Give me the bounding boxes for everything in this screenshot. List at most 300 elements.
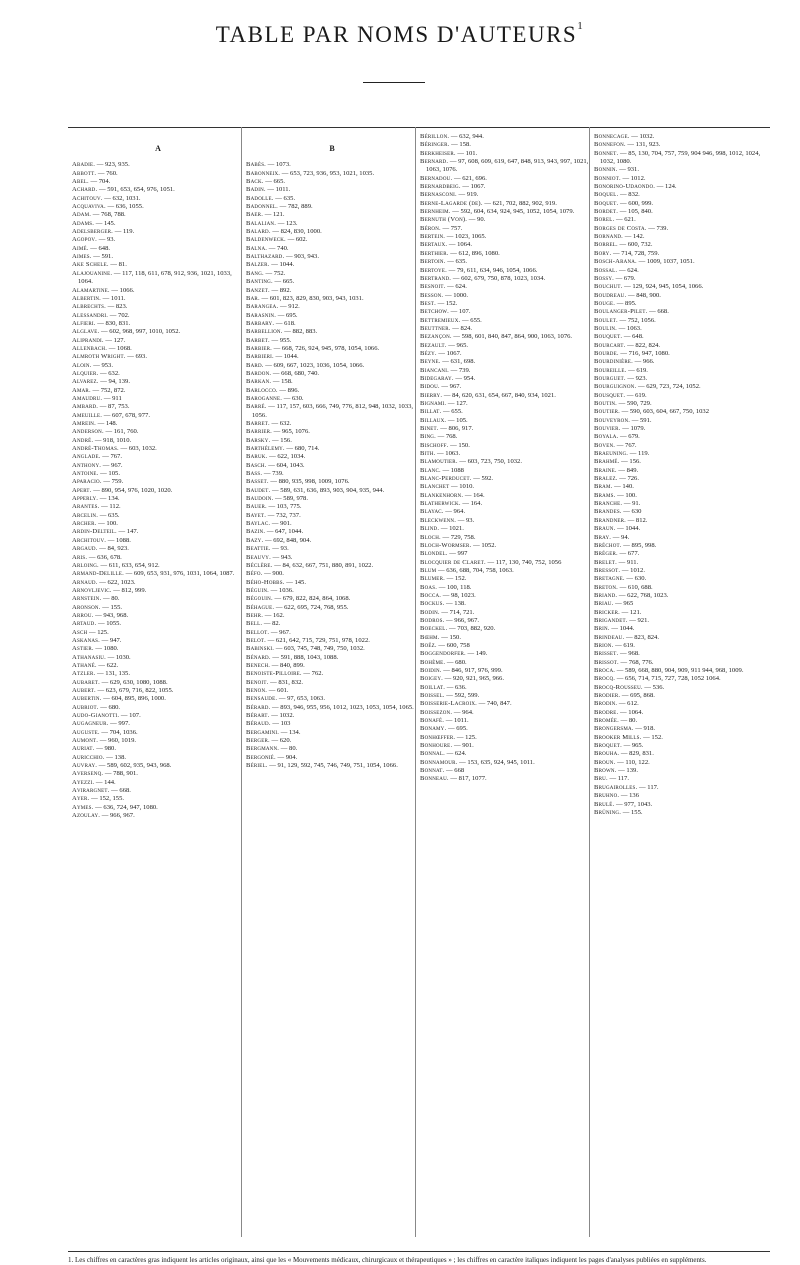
author-entry: Arcelin. — 635. <box>72 511 120 519</box>
author-entry: Apert. — 890, 954, 976, 1020, 1020. <box>72 486 173 494</box>
author-entry: Benech. — 840, 899. <box>246 661 305 669</box>
author-entry: Balard. — 824, 830, 1000. <box>246 228 322 236</box>
author-entry: Bého-Hobbs. — 145. <box>246 578 306 586</box>
author-entry: Bloch-Wormser. — 1052. <box>420 541 497 549</box>
author-entry: Barkan. — 158. <box>246 378 293 386</box>
author-entry: Alamartine. — 1066. <box>72 286 135 294</box>
author-entry: Brindeau. — 823, 824. <box>594 633 659 641</box>
author-entry: Berkheiser. — 101. <box>420 149 478 157</box>
author-entry: Bidegaray. — 954. <box>420 374 476 382</box>
author-entry: Berthier. — 612, 896, 1080. <box>420 249 500 257</box>
author-entry: Bram. — 140. <box>594 483 634 491</box>
author-entry: Bing. — 768. <box>420 433 458 441</box>
author-entry: Blind. — 1021. <box>420 525 464 533</box>
author-entry: Bidou. — 967. <box>420 383 462 391</box>
author-entry: Brulé. — 977, 1043. <box>594 800 653 808</box>
author-entry: Brissot. — 768, 776. <box>594 658 654 666</box>
author-entry: Boquel. — 832. <box>594 191 640 199</box>
author-entry: Bréchot. — 895, 998. <box>594 541 657 549</box>
author-entry: Back. — 665. <box>246 178 286 186</box>
author-entry: Azoulay. — 966, 967. <box>72 812 135 820</box>
author-entry: Brouha. — 829, 831. <box>594 750 654 758</box>
author-entry: Avirargnet. — 668. <box>72 787 131 795</box>
author-entry: Brown. — 139. <box>594 767 638 775</box>
author-entry: Boulet. — 752, 1056. <box>594 316 656 324</box>
author-entry: Brin. — 1044. <box>594 625 635 633</box>
author-entry: Alajouanine. — 117, 118, 611, 678, 912, 936, 1021, 1033, 1064. <box>72 269 232 286</box>
author-entry: Balthazard. — 903, 943. <box>246 253 319 261</box>
author-entry: Bettremieux. — 655. <box>420 316 482 324</box>
author-entry: Auguste. — 704, 1036. <box>72 728 138 736</box>
author-entry: Badin. — 1011. <box>246 186 291 194</box>
author-entry: Arnstein. — 80. <box>72 595 120 603</box>
author-entry: Basch. — 604, 1043. <box>246 461 305 469</box>
author-entry: Barbieri. — 1044. <box>246 353 299 361</box>
author-entry: Bang. — 752. <box>246 269 286 277</box>
author-entry: Barlocco. — 896. <box>246 386 300 394</box>
author-entry: Briand. — 622, 768, 1023. <box>594 591 669 599</box>
author-entry: Arantes. — 112. <box>72 503 121 511</box>
author-entry: Abadie. — 923, 935. <box>72 161 130 169</box>
author-entry: Aymes. — 636, 724, 947, 1080. <box>72 803 158 811</box>
author-entry: Askanas. — 947. <box>72 636 122 644</box>
author-entry: Bardon. — 668, 680, 740. <box>246 369 320 377</box>
author-entry: Barbary. — 618. <box>246 319 296 327</box>
author-entry: Bazin. — 647, 1044. <box>246 528 304 536</box>
author-entry: Baroganne. — 630. <box>246 394 304 402</box>
author-entry: Bonhœffer. — 125. <box>420 733 477 741</box>
author-entry: Borges de Costa. — 739. <box>594 224 669 232</box>
author-entry: Bard. — 609, 667, 1023, 1036, 1054, 1066. <box>246 361 365 369</box>
author-entry: Barré. — 117, 157, 603, 666, 749, 776, 812, 948, 1032, 1033, 1056. <box>246 403 414 419</box>
author-entry: Arloing. — 611, 633, 654, 912. <box>72 561 160 569</box>
title-rule <box>363 82 425 83</box>
author-entry: Best. — 152. <box>420 299 458 307</box>
author-entry: Boulanger-Pilet. — 668. <box>594 308 669 316</box>
author-entry: Berger. — 620. <box>246 737 292 745</box>
author-entry: Acquaviva. — 636, 1055. <box>72 203 144 211</box>
author-entry: Barasnin. — 695. <box>246 311 298 319</box>
author-entry: Ayezzi. — 144. <box>72 778 116 786</box>
author-entry: Brodre. — 1064. <box>594 708 644 716</box>
author-entry: Bourguignon. — 629, 723, 724, 1052. <box>594 383 701 391</box>
author-entry: Ambard. — 87, 753. <box>72 403 130 411</box>
author-entry: Amar. — 752, 872. <box>72 386 126 394</box>
author-entry: Bénard. — 591, 888, 1043, 1088. <box>246 653 339 661</box>
author-entry: Archer. — 100. <box>72 520 118 528</box>
author-entry: Blamoutier. — 603, 723, 750, 1032. <box>420 458 522 466</box>
author-entry: Armand-Delille. — 609, 653, 931, 976, 1031, 1064, 1087. <box>72 570 235 578</box>
author-column-a <box>72 133 244 821</box>
author-entry: Bergamini. — 134. <box>246 728 301 736</box>
author-entry: Brigandet. — 921. <box>594 616 650 624</box>
author-entry: Adam. — 768, 788. <box>72 211 126 219</box>
author-entry: Adelsberger. — 119. <box>72 228 135 236</box>
author-entry: Betchow. — 107. <box>420 308 471 316</box>
author-entry: Artaud. — 1055. <box>72 620 122 628</box>
author-entry: Bierry. — 84, 620, 631, 654, 667, 840, 934, 1021. <box>420 391 556 399</box>
author-entry: Bertoin. — 635. <box>420 258 468 266</box>
author-entry: Bass. — 739. <box>246 470 284 478</box>
author-entry: Athané. — 622. <box>72 661 119 669</box>
author-entry: Borel. — 621. <box>594 216 636 224</box>
author-entry: Brion. — 619. <box>594 641 635 649</box>
author-entry: Bréger. — 677. <box>594 550 640 558</box>
author-entry: Alglave. — 602, 968, 997, 1010, 1052. <box>72 328 181 336</box>
author-entry: Branche. — 91. <box>594 500 641 508</box>
author-entry: Baruk. — 622, 1034. <box>246 453 306 461</box>
author-entry: Adams. — 145. <box>72 219 116 227</box>
author-entry: Arnaud. — 622, 1023. <box>72 578 136 586</box>
author-entry: Bornand. — 142. <box>594 233 645 241</box>
author-entry: Alvarez. — 94, 139. <box>72 378 130 386</box>
author-entry: Brugairolles. — 117. <box>594 783 659 791</box>
author-entry: Billaux. — 105. <box>420 416 468 424</box>
author-entry: Bousquet. — 619. <box>594 391 647 399</box>
author-entry: Bruhno. — 136 <box>594 792 640 800</box>
author-entry: Brodier. — 695, 868. <box>594 692 655 700</box>
author-entry: Bockus. — 138. <box>420 600 466 608</box>
author-entry: Agopov. — 93. <box>72 236 116 244</box>
author-entry: Abbott. — 760. <box>72 169 118 177</box>
author-entry: Bellot. — 967. <box>246 628 291 636</box>
author-entry: Bell. — 82. <box>246 620 281 628</box>
author-entry: Bazy. — 692, 848, 904. <box>246 536 312 544</box>
author-entry: Bonnat. — 668 <box>420 767 465 775</box>
author-entry: Bérart. — 1032. <box>246 712 295 720</box>
author-entry: Banting. — 665. <box>246 278 295 286</box>
author-entry: Bonnamour. — 153, 635, 924, 945, 1011. <box>420 758 535 766</box>
author-entry: Aubertin. — 604, 895, 896, 1000. <box>72 695 166 703</box>
author-entry: Boutier. — 590, 603, 604, 667, 750, 1032 <box>594 408 709 416</box>
author-entry: Bonorino-Udaondo. — 124. <box>594 183 677 191</box>
author-entry: Bleckwenn. — 93. <box>420 516 475 524</box>
author-entry: Balzer. — 1044. <box>246 261 295 269</box>
author-entry: Benon. — 601. <box>246 687 289 694</box>
author-entry: Bonnecage. — 1032. <box>594 133 655 140</box>
author-entry: Boggendorfer. — 149. <box>420 650 488 658</box>
author-entry: Besnoit. — 624. <box>420 283 467 291</box>
author-entry: Alessandri. — 702. <box>72 311 130 319</box>
author-entry: Brongersma. — 918. <box>594 725 656 733</box>
author-entry: Béclère. — 84, 632, 667, 751, 880, 891, 1022. <box>246 561 374 569</box>
section-letter: A <box>155 144 161 153</box>
author-entry: Aversenq. — 788, 901. <box>72 770 138 778</box>
author-entry: Broun. — 110, 122. <box>594 758 650 766</box>
author-entry: Beuttner. — 824. <box>420 324 473 332</box>
table-top-rule <box>68 127 770 128</box>
page-title: TABLE PAR NOMS D'AUTEURS$^1$ <box>215 20 585 47</box>
author-entry: Brahmé. — 156. <box>594 458 641 466</box>
author-entry: Arrou. — 943, 968. <box>72 611 129 619</box>
author-entry: Bossy. — 679. <box>594 274 636 282</box>
author-entry: Bouge. — 895. <box>594 299 637 307</box>
author-entry: Ayer. — 152, 155. <box>72 795 125 803</box>
author-entry: Barret. — 632. <box>246 420 292 427</box>
section-letter: B <box>329 144 335 153</box>
author-entry: Breton. — 610, 688. <box>594 583 653 591</box>
author-entry: Bernuth (Von). — 90. <box>420 216 486 224</box>
author-entry: Blanc-Perducet. — 592. <box>420 475 494 483</box>
author-entry: Bezault. — 965. <box>420 341 469 349</box>
author-entry: Brisset. — 968. <box>594 650 640 658</box>
author-entry: Bith. — 1063. <box>420 450 461 458</box>
author-entry: Auricchio. — 138. <box>72 753 127 761</box>
author-entry: Bossal. — 624. <box>594 266 639 274</box>
author-entry: Ameuille. — 607, 678, 977. <box>72 411 150 419</box>
author-entry: Anthony. — 967. <box>72 461 123 469</box>
author-entry: Boissel. — 592, 599. <box>420 692 480 700</box>
author-entry: Bauer. — 103, 775. <box>246 503 302 511</box>
author-entry: Brams. — 100. <box>594 491 637 499</box>
author-entry: Bourguet. — 923. <box>594 374 648 382</box>
author-entry: Blondel. — 997 <box>420 550 468 558</box>
author-entry: Bodin. — 714, 721. <box>420 608 475 616</box>
author-entry: Anglade. — 767. <box>72 453 122 461</box>
author-entry: Balalian. — 123. <box>246 219 298 227</box>
author-entry: Blocquier de Claret. — 117, 130, 740, 752, 1056 <box>420 558 562 566</box>
author-entry: Bretagne. — 630. <box>594 575 647 583</box>
author-entry: Bouvier. — 1079. <box>594 425 646 433</box>
author-entry: Barrier. — 965, 1076. <box>246 428 310 436</box>
author-entry: Bodros. — 966, 967. <box>420 616 480 624</box>
author-entry: Asch — 125. <box>72 628 109 636</box>
author-entry: Brelet. — 911. <box>594 558 639 566</box>
author-entry: Boven. — 767. <box>594 441 637 449</box>
author-entry: Boureille. — 619. <box>594 366 648 374</box>
author-entry: Berne-Lagarde (de). — 621, 702, 882, 902, 919. <box>420 199 557 207</box>
author-entry: Boquet. — 600, 999. <box>594 199 654 207</box>
author-entry: Bernard. — 97, 608, 609, 619, 647, 848, 913, 943, 997, 1021, 1063, 1076. <box>420 158 589 174</box>
author-entry: Boillat. — 636. <box>420 683 467 691</box>
author-entry: Boigey. — 920, 921, 965, 966. <box>420 675 504 683</box>
author-entry: Bouquet. — 648. <box>594 333 644 341</box>
author-entry: Bohème. — 680. <box>420 658 467 666</box>
author-entry: Albrechts. — 823. <box>72 303 128 311</box>
author-entry: Aimé. — 648. <box>72 244 111 252</box>
author-entry: Bezançon. — 598, 601, 840, 847, 864, 900, 1063, 1076. <box>420 333 573 341</box>
author-entry: Aumont. — 960, 1019. <box>72 737 137 745</box>
author-entry: Bernadou. — 621, 696. <box>420 174 487 182</box>
author-entry: Broquet. — 965. <box>594 742 644 750</box>
author-entry: Brocq. — 656, 714, 715, 727, 728, 1052 1064. <box>594 675 721 683</box>
author-entry: Bernasconi. — 919. <box>420 191 479 199</box>
author-entry: Bloch. — 729, 758. <box>420 533 476 541</box>
author-entry: Baudet. — 589, 631, 636, 893, 903, 904, 935, 944. <box>246 486 385 494</box>
author-entry: Braine. — 849. <box>594 466 639 474</box>
author-entry: Besson. — 1000. <box>420 291 469 299</box>
author-entry: Amrein. — 148. <box>72 420 118 427</box>
author-entry: Aubriot. — 680. <box>72 703 121 711</box>
author-column-b <box>246 133 418 770</box>
author-entry: Broca. — 589, 668, 880, 904, 909, 911 944, 968, 1009. <box>594 667 744 674</box>
author-entry: Boeckel. — 703, 882, 920. <box>420 625 496 633</box>
author-entry: Achitouv. — 632, 1031. <box>72 194 141 202</box>
author-entry: Béringer. — 158. <box>420 141 471 149</box>
author-entry: Benoiste-Pilloire. — 762. <box>246 670 324 678</box>
author-entry: Bérillon. — 632, 944. <box>420 133 484 140</box>
author-entry: Baldenweck. — 602. <box>246 236 308 244</box>
author-entry: Behr. — 162. <box>246 611 285 619</box>
author-entry: Bernardbeig. — 1067. <box>420 183 486 191</box>
author-entry: Blayac. — 964. <box>420 508 466 516</box>
author-entry: Baylac. — 901. <box>246 520 292 528</box>
author-entry: Amaudru. — 911 <box>72 394 122 402</box>
author-entry: Bayet. — 732, 737. <box>246 511 301 519</box>
author-entry: Bensaude. — 97, 653, 1063. <box>246 695 325 703</box>
author-entry: Briau. — 965 <box>594 600 634 608</box>
author-entry: Braeuning. — 119. <box>594 450 650 458</box>
author-entry: Astier. — 1080. <box>72 645 119 653</box>
author-entry: Ake Schele. — 81. <box>72 261 127 269</box>
author-entry: Babès. — 1073. <box>246 161 291 169</box>
author-entry: Bru. — 117. <box>594 775 629 783</box>
author-entry: André-Thomas. — 603, 1032. <box>72 445 157 453</box>
author-entry: Atzler. — 131, 135. <box>72 670 130 678</box>
author-entry: Bérard. — 893, 946, 955, 956, 1012, 1023, 1053, 1054, 1065. <box>246 703 414 711</box>
author-entry: Badonnel. — 782, 889. <box>246 203 313 211</box>
author-entry: Bosch-Arana. — 1009, 1037, 1051. <box>594 258 695 266</box>
author-entry: Brandner. — 812. <box>594 516 648 524</box>
author-entry: Bonneau. — 817, 1077. <box>420 775 487 783</box>
author-entry: Bromée. — 80. <box>594 717 638 725</box>
author-entry: Borrel. — 600, 732. <box>594 241 653 249</box>
author-entry: Bézy. — 1067. <box>420 349 462 357</box>
author-entry: Boulin. — 1063. <box>594 324 642 332</box>
author-entry: Bray. — 94. <box>594 533 630 541</box>
author-entry: Bonamy. — 695. <box>420 725 468 733</box>
author-entry: Allenbach. — 1068. <box>72 344 132 352</box>
author-entry: Boyala. — 679. <box>594 433 640 441</box>
author-entry: Auriat. — 980. <box>72 745 116 753</box>
author-entry: Alquier. — 632. <box>72 369 120 377</box>
author-entry: Aparacio. — 759. <box>72 478 124 486</box>
author-entry: Benoit. — 831, 832. <box>246 678 304 686</box>
author-entry: Biancani. — 739. <box>420 366 471 374</box>
author-entry: Alfieri. — 830, 831. <box>72 319 131 327</box>
author-entry: Belot. — 621, 642, 715, 729, 751, 978, 1022. <box>246 636 370 644</box>
author-entry: Abel. — 704. <box>72 178 111 186</box>
author-entry: Binet. — 806, 917. <box>420 425 474 433</box>
author-column-c <box>420 133 592 784</box>
author-entry: Barbellion. — 882, 883. <box>246 328 318 336</box>
author-entry: Bordet. — 105, 840. <box>594 208 653 216</box>
author-entry: Bourdinière. — 966. <box>594 358 655 366</box>
author-entry: Bouveyron. — 591. <box>594 416 652 424</box>
author-entry: Balna. — 740. <box>246 244 289 252</box>
author-entry: Bory. — 714, 728, 759. <box>594 249 660 257</box>
author-entry: Aubert. — 623, 679, 716, 822, 1055. <box>72 687 174 694</box>
author-entry: Aronson. — 155. <box>72 603 123 611</box>
author-entry: Bertrand. — 602, 679, 750, 878, 1023, 1034. <box>420 274 546 282</box>
author-entry: Albertin. — 1011. <box>72 294 126 302</box>
author-entry: Bonhoure. — 901. <box>420 742 474 750</box>
author-entry: Ardin-Delteil. — 147. <box>72 528 139 536</box>
author-entry: Blankenhorn. — 164. <box>420 491 485 499</box>
author-entry: Béfo. — 900. <box>246 570 284 578</box>
author-entry: Brodin. — 612. <box>594 700 639 708</box>
author-entry: Augagneur. — 997. <box>72 720 130 728</box>
author-entry: Achard. — 591, 653, 654, 976, 1051. <box>72 186 175 194</box>
author-entry: Boutin. — 590, 729. <box>594 400 652 407</box>
author-entry: Beauvy. — 943. <box>246 553 293 561</box>
author-entry: Bonnet. — 85, 130, 704, 757, 759, 904 946, 998, 1012, 1024, 1032, 1080. <box>594 149 761 166</box>
author-entry: Baudoin. — 589, 978. <box>246 495 308 503</box>
author-entry: Beyne. — 631, 698. <box>420 358 476 366</box>
author-entry: Bégouin. — 679, 822, 824, 864, 1068. <box>246 595 351 603</box>
author-entry: Bergonié. — 904. <box>246 753 298 761</box>
author-entry: Antoine. — 105. <box>72 470 120 478</box>
author-entry: Barsky. — 156. <box>246 436 292 444</box>
author-entry: Boas. — 100, 118. <box>420 583 472 591</box>
author-entry: Bertein. — 1023, 1065. <box>420 233 487 241</box>
author-entry: Bocca. — 98, 1023. <box>420 591 476 599</box>
author-entry: André. — 918, 1010. <box>72 436 132 444</box>
author-entry: Brandes. — 630 <box>594 508 642 516</box>
author-entry: Bignami. — 127. <box>420 400 468 407</box>
author-entry: Blatherwick. — 164. <box>420 500 483 508</box>
author-entry: Arnovljevic. — 812, 999. <box>72 586 147 594</box>
author-entry: Aliprandi. — 127. <box>72 336 126 344</box>
author-entry: Béron. — 757. <box>420 224 463 232</box>
author-entry: Bonniot. — 1012. <box>594 174 646 182</box>
author-entry: Baer. — 121. <box>246 211 285 219</box>
author-entry: Apperly. — 134. <box>72 495 120 503</box>
author-entry: Bériel. — 91, 129, 592, 745, 746, 749, 751, 1054, 1066. <box>246 762 398 770</box>
author-column-d <box>594 133 766 817</box>
author-entry: Bonnefon. — 131, 923. <box>594 141 661 149</box>
author-entry: Bertaux. — 1064. <box>420 241 472 249</box>
author-entry: Basset. — 880, 935, 998, 1009, 1076. <box>246 478 350 486</box>
author-entry: Barbet. — 955. <box>246 336 292 344</box>
footnote-rule <box>68 1251 770 1252</box>
author-entry: Bricker. — 121. <box>594 608 642 616</box>
author-entry: Blum — 636, 688, 704, 758, 1063. <box>420 566 514 574</box>
author-entry: Brüning. — 155. <box>594 808 643 816</box>
author-entry: Boëz. — 600, 758 <box>420 641 470 649</box>
author-entry: Blanc. — 1088 <box>420 466 464 474</box>
author-entry: Bourde. — 716, 947, 1080. <box>594 349 670 357</box>
author-entry: Aubaret. — 629, 630, 1080, 1088. <box>72 678 168 686</box>
author-entry: Argaud. — 84, 923. <box>72 545 129 553</box>
author-entry: Athanasiu. — 1030. <box>72 653 131 661</box>
author-entry: Bertoye. — 79, 611, 634, 946, 1054, 1066. <box>420 266 538 274</box>
author-entry: Béhague. — 622, 695, 724, 768, 955. <box>246 603 349 611</box>
footnote: 1. Les chiffres en caractères gras indiquent les articles originaux, ainsi que les « Mouvements médicaux, chirurgicaux et thérapeutiques » ; les chiffres en caractère italiques indiquent les pages d'analyses publiées en suppléments. <box>68 1256 707 1264</box>
author-entry: Billat. — 655. <box>420 408 463 416</box>
author-entry: Béraud. — 103 <box>246 720 291 728</box>
author-entry: Bischoff. — 150. <box>420 441 470 449</box>
author-entry: Badolle. — 635. <box>246 194 296 202</box>
author-entry: Auvray. — 589, 602, 935, 943, 968. <box>72 762 172 770</box>
author-entry: Bar. — 601, 823, 829, 830, 903, 943, 1031. <box>246 294 364 302</box>
author-entry: Brooker Mills. — 152. <box>594 733 663 741</box>
author-entry: Babinski. — 603, 745, 748, 749, 750, 1032. <box>246 645 365 653</box>
author-entry: Blumer. — 152. <box>420 575 467 583</box>
author-entry: Bœhm. — 150. <box>420 633 461 641</box>
author-entry: Boidin. — 846, 917, 976, 999. <box>420 667 503 674</box>
author-entry: Boisserie-Lacroix. — 740, 847. <box>420 700 512 708</box>
author-entry: Aimes. — 591. <box>72 253 113 261</box>
author-entry: Boissezon. — 964. <box>420 708 474 716</box>
author-entry: Barangea. — 912. <box>246 303 300 311</box>
author-entry: Bralez. — 726. <box>594 475 639 483</box>
title-footnote-marker: 1 <box>577 20 585 32</box>
author-entry: Banzet. — 892. <box>246 286 292 294</box>
author-entry: Bonnin. — 931. <box>594 166 639 174</box>
author-entry: Barbier. — 668, 726, 924, 945, 978, 1054, 1066. <box>246 344 380 352</box>
author-entry: Bonnal. — 624. <box>420 750 467 758</box>
